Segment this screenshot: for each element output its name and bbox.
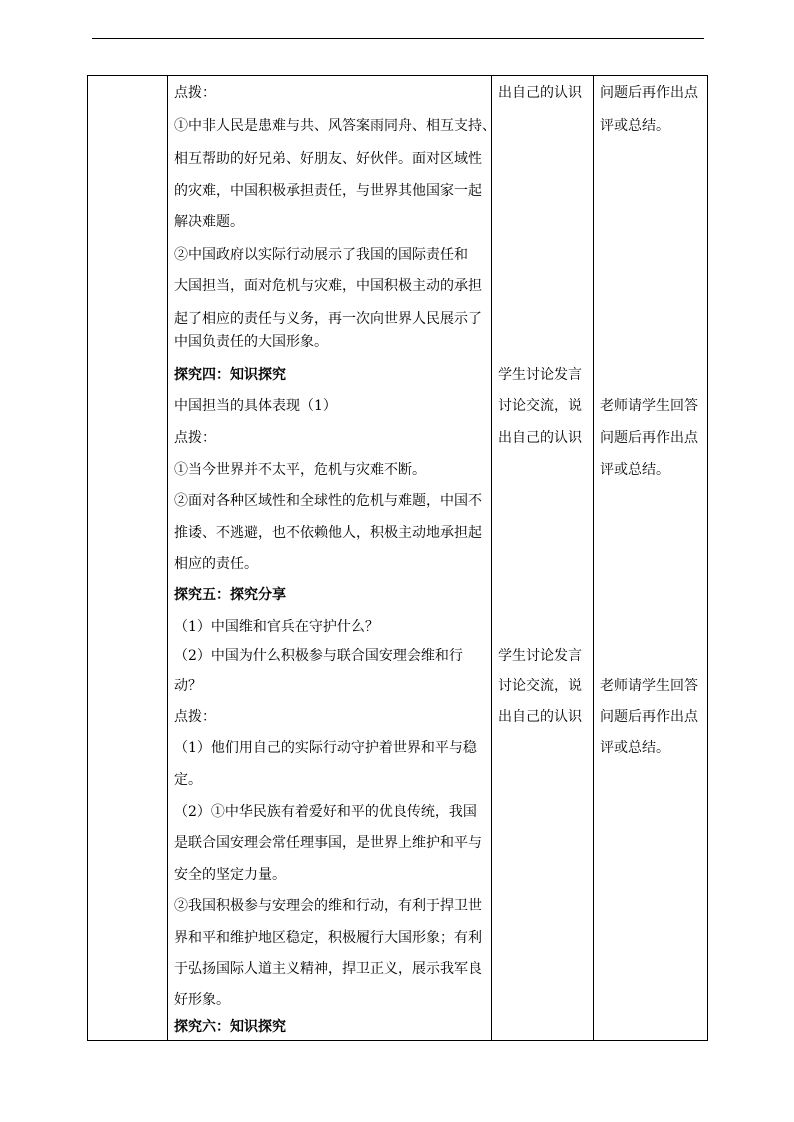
student-line: 出自己的认识 [498,85,582,101]
teacher-line: 问题后再作出点 [600,85,698,101]
content-line: 动？ [174,678,202,694]
content-line: 中国担当的具体表现（1） [174,398,337,414]
content-line: 点拨： [174,85,216,101]
lesson-table [87,75,708,1041]
content-line: 点拨： [174,430,216,446]
content-line: 点拨： [174,709,216,725]
content-line: 界和平和维护地区稳定，积极履行大国形象；有利 [174,930,482,946]
student-line: 学生讨论发言 [498,648,582,664]
content-line: 解决难题。 [174,214,244,230]
content-line: ①当今世界并不太平，危机与灾难不断。 [174,462,426,478]
content-line: （1）中国维和官兵在守护什么？ [174,619,379,635]
content-line: 起了相应的责任与义务，再一次向世界人民展示了 [174,311,482,327]
student-line: 出自己的认识 [498,430,582,446]
content-line: ②我国积极参与安理会的维和行动，有利于捍卫世 [174,898,482,914]
content-line: 定。 [174,772,202,788]
column-divider-1 [167,76,168,1040]
content-line: 大国担当，面对危机与灾难，中国积极主动的承担 [174,278,482,294]
content-line: （1）他们用自己的实际行动守护着世界和平与稳 [174,740,477,756]
content-line: 安全的坚定力量。 [174,867,286,883]
teacher-line: 老师请学生回答 [600,678,698,694]
teacher-line: 问题后再作出点 [600,430,698,446]
section-heading: 探究六：知识探究 [174,1019,286,1035]
student-line: 讨论交流，说 [498,398,582,414]
content-line: ②面对各种区域性和全球性的危机与难题，中国不 [174,493,482,509]
content-line: 推诿、不逃避，也不依赖他人，积极主动地承担起 [174,525,482,541]
section-heading: 探究五：探究分享 [174,587,286,603]
content-line: ②中国政府以实际行动展示了我国的国际责任和 [174,247,468,263]
content-line: 是联合国安理会常任理事国，是世界上维护和平与 [174,835,482,851]
student-line: 讨论交流，说 [498,678,582,694]
content-line: 相互帮助的好兄弟、好朋友、好伙伴。面对区域性 [174,151,482,167]
content-line: （2）中国为什么积极参与联合国安理会维和行 [174,648,463,664]
content-line: 好形象。 [174,992,230,1008]
content-line: 相应的责任。 [174,556,258,572]
content-line: 于弘扬国际人道主义精神，捍卫正义，展示我军良 [174,961,482,977]
teacher-line: 评或总结。 [600,462,670,478]
column-divider-2 [491,76,492,1040]
teacher-line: 评或总结。 [600,118,670,134]
section-heading: 探究四：知识探究 [174,367,286,383]
student-line: 学生讨论发言 [498,367,582,383]
teacher-line: 老师请学生回答 [600,398,698,414]
student-line: 出自己的认识 [498,709,582,725]
content-line: 中国负责任的大国形象。 [174,334,328,350]
teacher-line: 问题后再作出点 [600,709,698,725]
content-line: ①中非人民是患难与共、风答案雨同舟、相互支持、 [174,118,496,134]
header-rule [92,38,704,39]
content-line: 的灾难，中国积极承担责任，与世界其他国家一起 [174,183,482,199]
content-line: （2）①中华民族有着爱好和平的优良传统，我国 [174,804,477,820]
teacher-line: 评或总结。 [600,740,670,756]
column-divider-3 [593,76,594,1040]
